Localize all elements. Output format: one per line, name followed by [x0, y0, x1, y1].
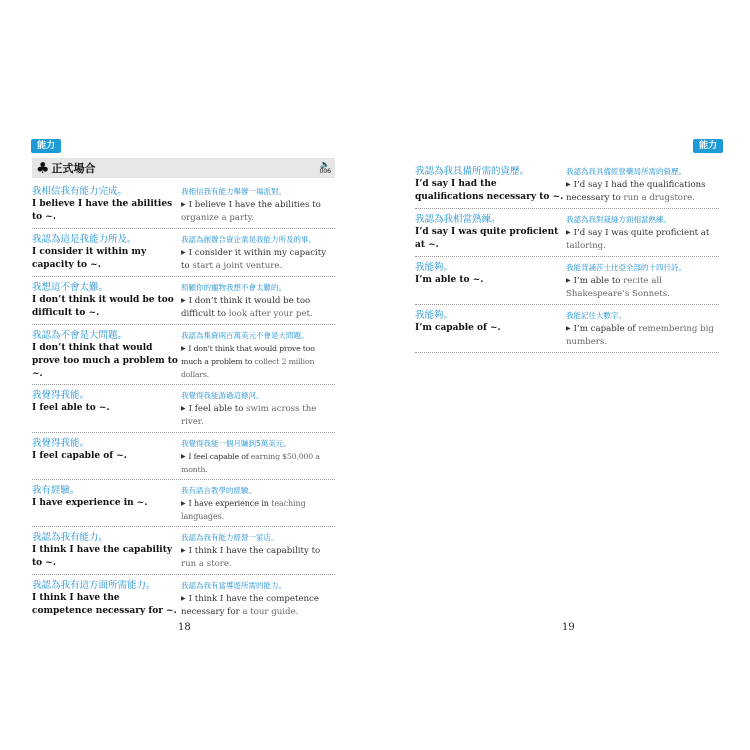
- phrase-chinese: 我認為我相當熟練。: [415, 214, 501, 225]
- phrase-chinese: 我想這不會太難。: [32, 282, 109, 293]
- audio-track-badge[interactable]: [320, 161, 331, 175]
- example-lead: I think I have the competence necessary for: [181, 594, 319, 617]
- example-rest: tailoring.: [566, 241, 606, 251]
- phrase-chinese: 我覺得我能。: [32, 438, 90, 449]
- example-english: [566, 274, 719, 301]
- example-chinese: 我認為我有當導遊所需的能力。: [181, 581, 286, 590]
- example-chinese: 我認為集資兩百萬美元不會是大問題。: [181, 331, 309, 340]
- phrase-entry: [415, 209, 719, 257]
- example-english: [566, 178, 719, 205]
- phrase-english: I’d say I was quite proficient at ~.: [415, 227, 559, 250]
- example-chinese: 我認為我具備經營藥局所需的資歷。: [566, 167, 686, 176]
- phrase-entry: [32, 480, 335, 527]
- phrase-chinese: 我相信我有能力完成。: [32, 186, 128, 197]
- phrase-english: I’m capable of ~.: [415, 323, 501, 333]
- arrow-right-icon: ▶: [181, 595, 186, 602]
- example-english: [181, 497, 335, 523]
- phrase-english: I believe I have the abilities to ~.: [32, 199, 173, 222]
- category-tag: 能力: [31, 139, 61, 153]
- example-lead: I have experience in: [188, 499, 269, 508]
- example-rest: look after your pet.: [228, 309, 313, 319]
- arrow-right-icon: ▶: [181, 453, 186, 460]
- phrase-chinese: 我有經驗。: [32, 485, 80, 496]
- right-page: [375, 0, 750, 750]
- arrow-right-icon: ▶: [181, 500, 186, 507]
- phrase-chinese: 我認為我有這方面所需能力。: [32, 580, 156, 591]
- club-suit-icon: ♣: [36, 159, 50, 177]
- example-rest: collect 2 million dollars.: [181, 357, 315, 379]
- example-chinese: 照顧你的寵物我想不會太難的。: [181, 283, 286, 292]
- example-lead: I think I have the capability to: [188, 546, 321, 556]
- example-rest: swim across the river.: [181, 404, 317, 427]
- example-rest: run a store.: [181, 559, 232, 569]
- example-lead: I believe I have the abilities to: [188, 200, 321, 210]
- example-english: [566, 322, 719, 349]
- arrow-right-icon: ▶: [566, 181, 571, 188]
- example-chinese: 我能背誦莎士比亞全部的十四行詩。: [566, 263, 686, 272]
- example-lead: I feel capable of: [188, 452, 249, 461]
- example-lead: I feel able to: [188, 404, 244, 414]
- example-rest: teaching languages.: [181, 499, 306, 521]
- phrase-chinese: 我認為我有能力。: [32, 532, 109, 543]
- example-english: [181, 402, 335, 429]
- phrase-chinese: 我覺得我能。: [32, 390, 90, 401]
- example-english: [181, 342, 335, 381]
- example-english: [181, 450, 335, 476]
- arrow-right-icon: ▶: [566, 229, 571, 236]
- example-chinese: 我認為創辦合資企業是我能力所及的事。: [181, 235, 316, 244]
- example-lead: I don't think that would prove too much a problem to: [181, 344, 315, 366]
- example-rest: recite all Shakespeare’s Sonnets.: [566, 276, 670, 299]
- phrase-english: I don’t think it would be too difficult to ~.: [32, 295, 174, 318]
- example-english: [181, 294, 335, 321]
- phrase-list: [415, 161, 719, 353]
- page-number: 19: [562, 622, 575, 633]
- example-lead: I’m capable of: [573, 324, 636, 334]
- example-rest: remembering big numbers.: [566, 324, 714, 347]
- phrase-entry: [415, 305, 719, 353]
- phrase-english: I feel able to ~.: [32, 403, 110, 413]
- example-english: [566, 226, 719, 253]
- phrase-chinese: 我能夠。: [415, 310, 454, 321]
- phrase-entry: [32, 527, 335, 575]
- arrow-right-icon: ▶: [566, 325, 571, 332]
- phrase-english: I’m able to ~.: [415, 275, 484, 285]
- example-chinese: 我相信我有能力舉辦一場派對。: [181, 187, 286, 196]
- example-rest: start a joint venture.: [192, 261, 283, 271]
- section-title: 正式場合: [51, 162, 96, 175]
- example-english: [181, 592, 335, 619]
- arrow-right-icon: ▶: [181, 249, 186, 256]
- phrase-chinese: 我能夠。: [415, 262, 454, 273]
- example-lead: I’d say I had the qualifications necessary to: [566, 180, 706, 203]
- phrase-english: I consider it within my capacity to ~.: [32, 247, 147, 270]
- example-lead: I consider it within my capacity to: [181, 248, 327, 271]
- example-chinese: 我有語言教學的經驗。: [181, 486, 256, 495]
- example-chinese: 我認為我對裁縫方面相當熟練。: [566, 215, 671, 224]
- phrase-entry: [32, 575, 335, 622]
- phrase-entry: [415, 257, 719, 305]
- phrase-entry: [32, 181, 335, 229]
- phrase-chinese: 我認為我具備所需的資歷。: [415, 166, 530, 177]
- phrase-english: I have experience in ~.: [32, 498, 148, 508]
- audio-track-number: 006: [319, 168, 331, 175]
- arrow-right-icon: ▶: [566, 277, 571, 284]
- example-lead: I’m able to: [573, 276, 621, 286]
- page-number: 18: [178, 622, 191, 633]
- phrase-entry: [32, 325, 335, 385]
- phrase-english: I’d say I had the qualifications necessary to ~.: [415, 179, 564, 202]
- example-chinese: 我能記住大數字。: [566, 311, 626, 320]
- phrase-entry: [415, 161, 719, 209]
- example-lead: I’d say I was quite proficient at: [573, 228, 710, 238]
- example-lead: I don’t think it would be too difficult to: [181, 296, 311, 319]
- section-header: [32, 158, 335, 178]
- phrase-entry: [32, 277, 335, 325]
- example-chinese: 我覺得我能一個月賺到5萬美元。: [181, 439, 291, 448]
- arrow-right-icon: ▶: [181, 201, 186, 208]
- example-rest: a tour guide.: [242, 607, 299, 617]
- example-rest: organize a party.: [181, 213, 255, 223]
- arrow-right-icon: ▶: [181, 345, 186, 352]
- arrow-right-icon: ▶: [181, 405, 186, 412]
- phrase-chinese: 我認為不會是大問題。: [32, 330, 128, 341]
- example-chinese: 我認為我有能力經營一家店。: [181, 533, 279, 542]
- example-rest: run a drugstore.: [623, 193, 695, 203]
- category-tag: 能力: [693, 139, 723, 153]
- speaker-icon: 🔈: [320, 160, 331, 169]
- example-rest: earning $50,000 a month.: [181, 452, 320, 474]
- phrase-entry: [32, 433, 335, 480]
- phrase-english: I don’t think that would prove too much a problem to ~.: [32, 343, 178, 379]
- arrow-right-icon: ▶: [181, 297, 186, 304]
- phrase-entry: [32, 385, 335, 433]
- example-chinese: 我覺得我能游過這條河。: [181, 391, 264, 400]
- arrow-right-icon: ▶: [181, 547, 186, 554]
- phrase-english: I think I have the capability to ~.: [32, 545, 173, 568]
- phrase-chinese: 我認為這是我能力所及。: [32, 234, 137, 245]
- example-english: [181, 246, 335, 273]
- phrase-english: I feel capable of ~.: [32, 451, 127, 461]
- phrase-english: I think I have the competence necessary for ~.: [32, 593, 177, 616]
- example-english: [181, 544, 335, 571]
- phrase-list: [32, 181, 335, 622]
- example-english: [181, 198, 335, 225]
- phrase-entry: [32, 229, 335, 277]
